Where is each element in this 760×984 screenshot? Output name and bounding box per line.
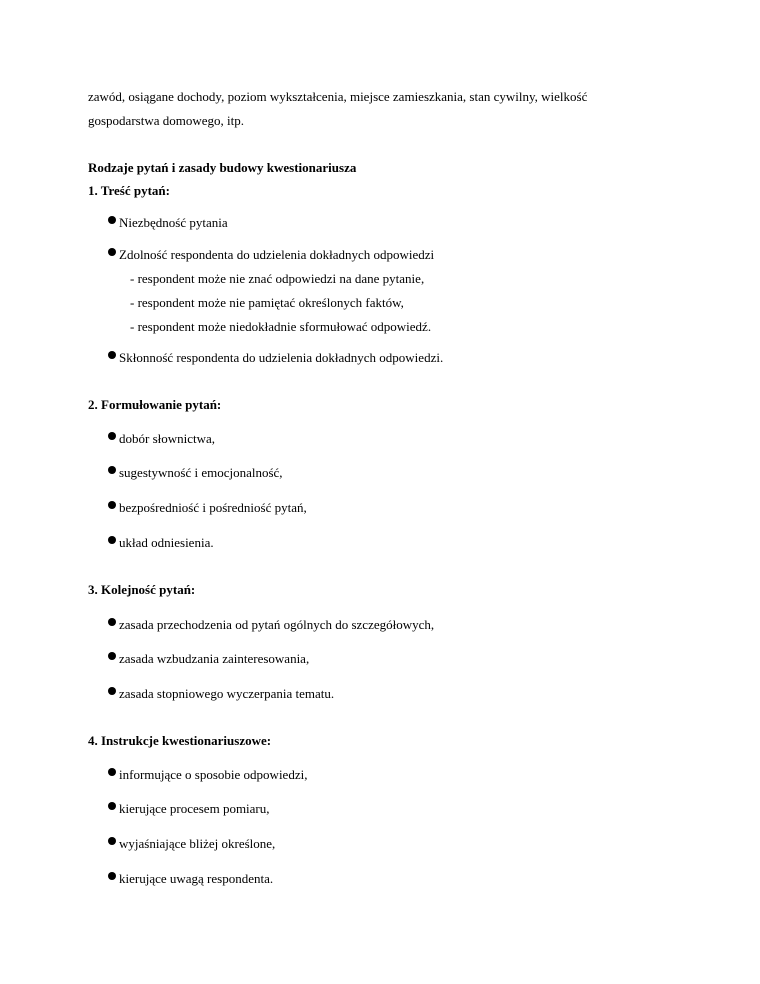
intro-line-1: zawód, osiągane dochody, poziom wykształcenia, miejsce zamieszkania, stan cywilny, wielkość (88, 89, 588, 104)
main-heading: Rodzaje pytań i zasady budowy kwestionariusza (88, 160, 357, 175)
section-2-title: 2. Formułowanie pytań: (88, 397, 222, 412)
list-item: sugestywność i emocjonalność, (108, 465, 283, 481)
bullet-icon (108, 351, 116, 359)
sub-list-item: - respondent może nie pamiętać określonych faktów, (130, 295, 404, 310)
list-item: zasada wzbudzania zainteresowania, (108, 651, 309, 667)
section-1-title: 1. Treść pytań: (88, 183, 170, 198)
bullet-icon (108, 501, 116, 509)
bullet-icon (108, 768, 116, 776)
list-item: wyjaśniające bliżej określone, (108, 836, 275, 852)
sub-list-item: - respondent może nie znać odpowiedzi na dane pytanie, (130, 271, 425, 286)
bullet-icon (108, 248, 116, 256)
bullet-icon (108, 618, 116, 626)
list-item: Skłonność respondenta do udzielenia dokładnych odpowiedzi. (108, 350, 443, 366)
list-item: dobór słownictwa, (108, 431, 215, 447)
list-item: Niezbędność pytania (108, 215, 228, 231)
bullet-icon (108, 466, 116, 474)
bullet-icon (108, 216, 116, 224)
bullet-icon (108, 802, 116, 810)
sub-list-item: - respondent może niedokładnie sformułować odpowiedź. (130, 319, 432, 334)
bullet-icon (108, 872, 116, 880)
list-item: zasada przechodzenia od pytań ogólnych do szczegółowych, (108, 617, 434, 633)
bullet-icon (108, 652, 116, 660)
bullet-icon (108, 687, 116, 695)
list-item: informujące o sposobie odpowiedzi, (108, 767, 307, 783)
section-4-title: 4. Instrukcje kwestionariuszowe: (88, 733, 272, 748)
section-3-title: 3. Kolejność pytań: (88, 582, 196, 597)
list-item: układ odniesienia. (108, 535, 214, 551)
list-item: Zdolność respondenta do udzielenia dokładnych odpowiedzi (108, 247, 434, 263)
bullet-icon (108, 837, 116, 845)
intro-line-2: gospodarstwa domowego, itp. (88, 113, 244, 128)
list-item: bezpośredniość i pośredniość pytań, (108, 500, 307, 516)
list-item: zasada stopniowego wyczerpania tematu. (108, 686, 334, 702)
bullet-icon (108, 536, 116, 544)
list-item: kierujące procesem pomiaru, (108, 801, 270, 817)
bullet-icon (108, 432, 116, 440)
list-item: kierujące uwagą respondenta. (108, 871, 273, 887)
